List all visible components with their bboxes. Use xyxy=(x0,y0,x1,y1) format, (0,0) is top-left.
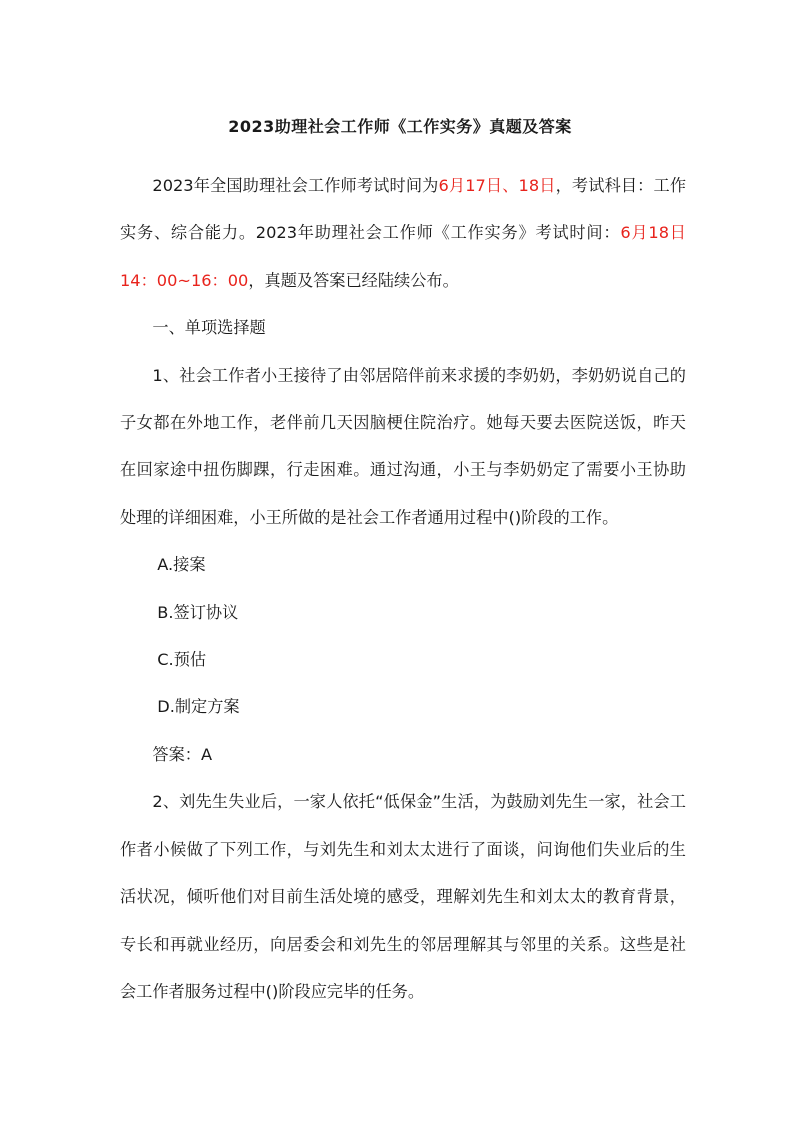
question-2-stem: 2、刘先生失业后，一家人依托“低保金”生活，为鼓励刘先生一家，社会工作者小候做了下列工作，与刘先生和刘太太进行了面谈，问询他们失业后的生活状况，倾听他们对目前生活处境的感受，理解刘先生和刘太太的教育背景，专长和再就业经历，向居委会和刘先生的邻居理解其与邻里的关系。这些是社会工作者服务过程中()阶段应完毕的任务。 xyxy=(120,792,686,1001)
section-heading: 一、单项选择题 xyxy=(152,318,266,338)
intro-paragraph xyxy=(120,162,686,304)
exam-time-highlight: 6月18日14：00~16：00 xyxy=(120,223,686,290)
question-1-option-d: D.制定方案 xyxy=(157,697,240,717)
intro-text-1: 2023年全国助理社会工作师考试时间为 xyxy=(152,176,439,195)
intro-text-3: ，真题及答案已经陆续公布。 xyxy=(248,270,459,290)
document-body xyxy=(120,162,686,1015)
question-1-answer: 答案：A xyxy=(152,744,213,764)
question-1-option-a: A.接案 xyxy=(157,555,206,575)
document-title: 2023助理社会工作师《工作实务》真题及答案 xyxy=(228,117,572,136)
question-1-stem: 1、社会工作者小王接待了由邻居陪伴前来求援的李奶奶，李奶奶说自己的子女都在外地工作，老伴前几天因脑梗住院治疗。她每天要去医院送饭，昨天在回家途中扭伤脚踝，行走困难。通过沟通，小王与李奶奶定了需要小王协助处理的详细困难，小王所做的是社会工作者通用过程中()阶段的工作。 xyxy=(120,365,686,527)
question-1-option-b: B.签订协议 xyxy=(157,602,239,622)
intro-text-2: ，考试科目：工作实务、综合能力。2023年助理社会工作师《工作实务》考试时间： xyxy=(120,176,687,243)
exam-dates-highlight: 6月17日、18日 xyxy=(438,176,556,195)
question-1-option-c: C.预估 xyxy=(157,650,207,670)
